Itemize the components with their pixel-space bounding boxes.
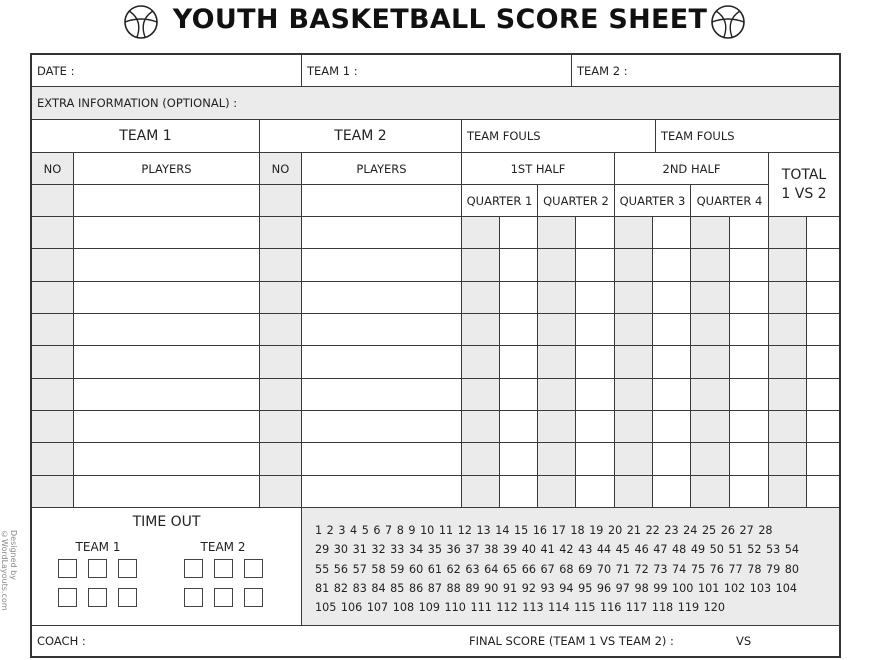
score-cell[interactable] — [575, 410, 615, 443]
player-cell[interactable] — [73, 248, 260, 282]
score-cell[interactable] — [690, 442, 730, 476]
final-score-label: FINAL SCORE (TEAM 1 VS TEAM 2) : — [469, 634, 674, 648]
score-cell[interactable] — [575, 475, 615, 508]
timeout-title: TIME OUT — [132, 514, 201, 530]
score-cell[interactable] — [690, 378, 730, 411]
score-cell[interactable] — [729, 442, 769, 476]
quarter-2-header: QUARTER 2 — [537, 184, 615, 217]
score-cell[interactable] — [652, 313, 691, 346]
score-cell[interactable] — [806, 475, 841, 508]
timeout-checkbox-team1[interactable] — [88, 559, 107, 578]
player-cell[interactable] — [73, 378, 260, 411]
no-cell[interactable] — [31, 216, 74, 249]
timeout-checkbox-team1[interactable] — [118, 588, 137, 607]
score-cell[interactable] — [537, 313, 576, 346]
first-half-header: 1ST HALF — [461, 152, 615, 185]
score-cell[interactable] — [614, 281, 653, 314]
number-row[interactable]: 81 82 83 84 85 86 87 88 89 90 91 92 93 94 95 96 97 98 99 100 101 102 103 104 — [315, 581, 798, 595]
timeout-checkbox-team2[interactable] — [244, 559, 263, 578]
running-score-numbers — [315, 521, 799, 617]
timeout-checkbox-team2[interactable] — [244, 588, 263, 607]
team2-name-field[interactable] — [571, 54, 840, 87]
no-cell[interactable] — [31, 313, 74, 346]
score-cell[interactable] — [729, 248, 769, 282]
player-cell[interactable] — [73, 313, 260, 346]
timeout-checkbox-team1[interactable] — [88, 588, 107, 607]
no-cell[interactable] — [31, 184, 74, 217]
no-cell[interactable] — [31, 410, 74, 443]
score-cell[interactable] — [690, 248, 730, 282]
score-cell[interactable] — [461, 248, 500, 282]
no-cell[interactable] — [259, 281, 302, 314]
no-header-team2: NO — [259, 152, 302, 185]
basketball-icon — [710, 4, 746, 40]
player-cell[interactable] — [73, 345, 260, 379]
score-cell[interactable] — [806, 410, 841, 443]
score-cell[interactable] — [652, 345, 691, 379]
no-cell[interactable] — [31, 442, 74, 476]
player-cell[interactable] — [301, 475, 462, 508]
no-cell[interactable] — [259, 475, 302, 508]
score-cell[interactable] — [614, 442, 653, 476]
score-cell[interactable] — [499, 281, 538, 314]
timeout-checkbox-team2[interactable] — [214, 559, 233, 578]
player-cell[interactable] — [301, 184, 462, 217]
timeout-team2-label: TEAM 2 — [200, 540, 246, 554]
no-cell[interactable] — [31, 248, 74, 282]
score-cell[interactable] — [614, 313, 653, 346]
no-cell[interactable] — [31, 378, 74, 411]
score-cell[interactable] — [461, 475, 500, 508]
score-cell[interactable] — [729, 475, 769, 508]
number-row[interactable]: 55 56 57 58 59 60 61 62 63 64 65 66 67 68 69 70 71 72 73 74 75 76 77 78 79 80 — [315, 562, 800, 576]
total-header — [768, 152, 840, 217]
second-half-header: 2ND HALF — [614, 152, 769, 185]
no-cell[interactable] — [259, 410, 302, 443]
score-cell[interactable] — [461, 313, 500, 346]
player-cell[interactable] — [301, 410, 462, 443]
score-cell[interactable] — [806, 345, 841, 379]
score-cell[interactable] — [614, 248, 653, 282]
score-cell[interactable] — [575, 345, 615, 379]
score-cell[interactable] — [652, 281, 691, 314]
score-cell[interactable] — [652, 248, 691, 282]
score-cell[interactable] — [690, 313, 730, 346]
no-header-team1: NO — [31, 152, 74, 185]
score-cell[interactable] — [499, 475, 538, 508]
no-cell[interactable] — [31, 281, 74, 314]
no-cell[interactable] — [259, 345, 302, 379]
score-cell[interactable] — [729, 313, 769, 346]
no-cell[interactable] — [259, 378, 302, 411]
date-label: DATE : — [37, 63, 75, 78]
no-cell[interactable] — [259, 442, 302, 476]
score-cell[interactable] — [806, 248, 841, 282]
score-cell[interactable] — [806, 216, 841, 249]
score-cell[interactable] — [729, 216, 769, 249]
score-cell[interactable] — [614, 216, 653, 249]
date-field[interactable] — [31, 54, 302, 87]
score-cell[interactable] — [537, 378, 576, 411]
score-cell[interactable] — [461, 345, 500, 379]
score-cell[interactable] — [614, 378, 653, 411]
number-row[interactable]: 105 106 107 108 109 110 111 112 113 114 115 116 117 118 119 120 — [315, 601, 725, 615]
score-cell[interactable] — [537, 248, 576, 282]
extra-info-field[interactable] — [31, 86, 840, 120]
score-cell[interactable] — [652, 216, 691, 249]
score-cell[interactable] — [768, 378, 807, 411]
score-cell[interactable] — [575, 216, 615, 249]
no-cell[interactable] — [259, 184, 302, 217]
score-cell[interactable] — [461, 216, 500, 249]
player-cell[interactable] — [301, 216, 462, 249]
score-cell[interactable] — [729, 378, 769, 411]
no-cell[interactable] — [31, 345, 74, 379]
player-cell[interactable] — [301, 281, 462, 314]
score-cell[interactable] — [806, 313, 841, 346]
score-cell[interactable] — [537, 475, 576, 508]
no-cell[interactable] — [259, 313, 302, 346]
player-cell[interactable] — [301, 378, 462, 411]
score-cell[interactable] — [537, 410, 576, 443]
score-cell[interactable] — [499, 216, 538, 249]
score-cell[interactable] — [499, 378, 538, 411]
number-row[interactable]: 29 30 31 32 33 34 35 36 37 38 39 40 41 42 43 44 45 46 47 48 49 50 51 52 53 54 — [315, 543, 800, 557]
timeout-checkbox-team1[interactable] — [58, 559, 77, 578]
timeout-checkbox-team2[interactable] — [184, 588, 203, 607]
score-cell[interactable] — [768, 281, 807, 314]
score-cell[interactable] — [614, 410, 653, 443]
score-cell[interactable] — [768, 313, 807, 346]
quarter-3-header: QUARTER 3 — [614, 184, 691, 217]
timeout-checkbox-team2[interactable] — [184, 559, 203, 578]
score-cell[interactable] — [729, 345, 769, 379]
score-cell[interactable] — [690, 345, 730, 379]
team2-heading: TEAM 2 — [259, 119, 462, 153]
player-cell[interactable] — [301, 248, 462, 282]
score-cell[interactable] — [690, 410, 730, 443]
number-row[interactable]: 1 2 3 4 5 6 7 8 9 10 11 12 13 14 15 16 17 18 19 20 21 22 23 24 25 26 27 28 — [315, 524, 773, 537]
score-cell[interactable] — [768, 410, 807, 443]
team1-label: TEAM 1 : — [307, 63, 358, 78]
score-cell[interactable] — [806, 281, 841, 314]
score-cell[interactable] — [614, 475, 653, 508]
players-header-team1: PLAYERS — [73, 152, 260, 185]
timeout-team1-label: TEAM 1 — [75, 540, 121, 554]
score-cell[interactable] — [768, 345, 807, 379]
basketball-icon — [123, 4, 159, 40]
players-header-team2: PLAYERS — [301, 152, 462, 185]
score-cell[interactable] — [499, 410, 538, 443]
player-cell[interactable] — [73, 216, 260, 249]
vs-label: VS — [736, 634, 752, 648]
score-cell[interactable] — [729, 410, 769, 443]
score-cell[interactable] — [652, 378, 691, 411]
team1-heading: TEAM 1 — [31, 119, 260, 153]
score-cell[interactable] — [537, 216, 576, 249]
score-cell[interactable] — [461, 410, 500, 443]
player-cell[interactable] — [73, 475, 260, 508]
player-cell[interactable] — [301, 313, 462, 346]
score-cell[interactable] — [690, 475, 730, 508]
team1-name-field[interactable] — [301, 54, 572, 87]
score-cell[interactable] — [806, 442, 841, 476]
score-cell[interactable] — [614, 345, 653, 379]
extra-info-label: EXTRA INFORMATION (OPTIONAL) : — [37, 96, 238, 110]
score-cell[interactable] — [652, 410, 691, 443]
team-fouls-heading-1: TEAM FOULS — [461, 119, 656, 153]
score-cell[interactable] — [575, 442, 615, 476]
score-cell[interactable] — [537, 281, 576, 314]
score-cell[interactable] — [499, 442, 538, 476]
player-cell[interactable] — [73, 410, 260, 443]
quarter-4-header: QUARTER 4 — [690, 184, 769, 217]
score-cell[interactable] — [461, 378, 500, 411]
score-cell[interactable] — [499, 345, 538, 379]
total-label: TOTAL — [781, 166, 827, 183]
score-cell[interactable] — [768, 475, 807, 508]
score-cell[interactable] — [768, 248, 807, 282]
timeout-checkbox-team1[interactable] — [118, 559, 137, 578]
score-cell[interactable] — [768, 442, 807, 476]
score-cell[interactable] — [652, 442, 691, 476]
player-cell[interactable] — [73, 184, 260, 217]
player-cell[interactable] — [301, 345, 462, 379]
player-cell[interactable] — [73, 281, 260, 314]
score-cell[interactable] — [537, 442, 576, 476]
player-cell[interactable] — [73, 442, 260, 476]
no-cell[interactable] — [259, 248, 302, 282]
timeout-checkbox-team1[interactable] — [58, 588, 77, 607]
total-vs-label: 1 VS 2 — [781, 185, 827, 202]
page-title: YOUTH BASKETBALL SCORE SHEET — [172, 4, 708, 35]
score-cell[interactable] — [499, 313, 538, 346]
score-cell[interactable] — [575, 281, 615, 314]
score-cell[interactable] — [806, 378, 841, 411]
coach-label: COACH : — [37, 634, 86, 648]
score-cell[interactable] — [461, 281, 500, 314]
score-cell[interactable] — [575, 313, 615, 346]
score-cell[interactable] — [768, 216, 807, 249]
score-cell[interactable] — [690, 281, 730, 314]
footer-row — [31, 625, 840, 657]
score-cell[interactable] — [461, 442, 500, 476]
score-cell[interactable] — [690, 216, 730, 249]
team-fouls-heading-2: TEAM FOULS — [655, 119, 840, 153]
credit-text: Designed by ©WordLayouts.com — [0, 530, 18, 611]
score-cell[interactable] — [575, 248, 615, 282]
timeout-checkbox-team2[interactable] — [214, 588, 233, 607]
team2-label: TEAM 2 : — [577, 63, 628, 78]
score-cell[interactable] — [499, 248, 538, 282]
no-cell[interactable] — [31, 475, 74, 508]
player-cell[interactable] — [301, 442, 462, 476]
score-cell[interactable] — [652, 475, 691, 508]
score-cell[interactable] — [729, 281, 769, 314]
score-cell[interactable] — [575, 378, 615, 411]
no-cell[interactable] — [259, 216, 302, 249]
quarter-1-header: QUARTER 1 — [461, 184, 538, 217]
score-cell[interactable] — [537, 345, 576, 379]
